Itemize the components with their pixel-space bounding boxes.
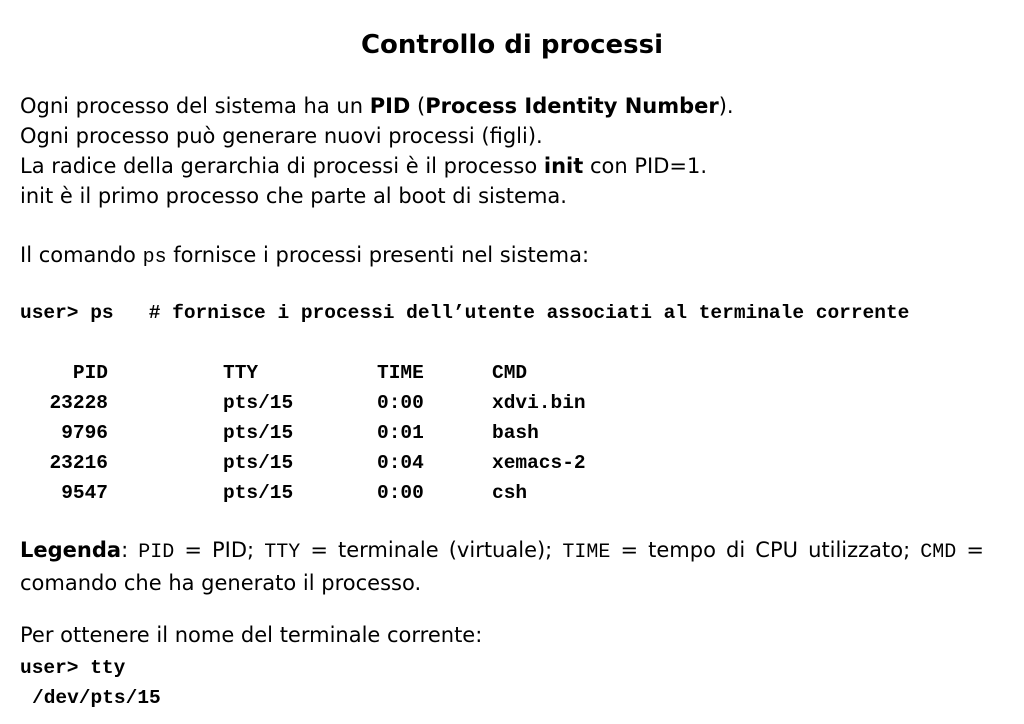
page-title: Controllo di processi: [360, 30, 664, 60]
table-header-row: [20, 358, 586, 388]
ps-intro-text: fornisce i processi presenti nel sistema:: [166, 243, 590, 267]
legend-paragraph: [20, 535, 984, 598]
intro-text: con PID=1.: [583, 154, 707, 178]
ps-intro: [20, 240, 589, 273]
legend-colon: :: [121, 538, 129, 562]
cell-pid: 23216: [49, 452, 108, 474]
table-row: [20, 448, 586, 478]
legend-text: = PID;: [174, 538, 265, 562]
cell-time: 0:01: [377, 422, 424, 444]
cell-tty: pts/15: [223, 482, 294, 504]
table-row: [20, 388, 586, 418]
intro-text: Ogni processo del sistema ha un: [20, 94, 370, 118]
column-header-cmd: CMD: [492, 362, 528, 384]
intro-line-3: [20, 151, 707, 181]
legend-text: = comando che ha generato il processo.: [20, 538, 984, 595]
ps-intro-text: Il comando: [20, 243, 143, 267]
cell-cmd: xdvi.bin: [492, 392, 586, 414]
legend-label: Legenda: [20, 538, 122, 562]
cell-pid: 9547: [61, 482, 108, 504]
intro-line-1: [20, 91, 734, 121]
legend-tty-code: TTY: [264, 541, 301, 564]
cell-time: 0:04: [377, 452, 424, 474]
ps-command-line: [20, 298, 909, 328]
tty-command-line: user> tty: [20, 657, 126, 679]
intro-text: La radice della gerarchia di processi è il processo: [20, 154, 544, 178]
cell-pid: 9796: [61, 422, 108, 444]
intro-line-4: init è il primo processo che parte al boot di sistema.: [20, 184, 567, 208]
cell-tty: pts/15: [223, 422, 294, 444]
column-header-time: TIME: [377, 362, 424, 384]
cell-time: 0:00: [377, 482, 424, 504]
legend-text: = terminale (virtuale);: [300, 538, 563, 562]
ps-code: ps: [142, 246, 167, 269]
pid-expansion: Process Identity Number: [425, 94, 719, 118]
cell-tty: pts/15: [223, 452, 294, 474]
cell-cmd: bash: [492, 422, 539, 444]
tty-intro: Per ottenere il nome del terminale corrente:: [20, 623, 483, 647]
column-header-tty: TTY: [223, 362, 259, 384]
cell-time: 0:00: [377, 392, 424, 414]
legend-pid-code: PID: [138, 541, 175, 564]
ps-comment: # fornisce i processi dell’utente associati al terminale corrente: [148, 302, 910, 324]
table-row: [20, 478, 586, 508]
pid-term: PID: [369, 94, 411, 118]
cell-cmd: csh: [492, 482, 528, 504]
legend-cmd-code: CMD: [920, 541, 957, 564]
intro-text: (: [410, 94, 426, 118]
intro-text: ).: [718, 94, 734, 118]
table-row: [20, 418, 586, 448]
legend-time-code: TIME: [562, 541, 611, 564]
cell-pid: 23228: [49, 392, 108, 414]
init-term: init: [543, 154, 584, 178]
ps-prompt: user> ps: [20, 302, 114, 324]
cell-cmd: xemacs-2: [492, 452, 586, 474]
legend-text: = tempo di CPU utilizzato;: [610, 538, 921, 562]
cell-tty: pts/15: [223, 392, 294, 414]
tty-output: /dev/pts/15: [32, 687, 161, 709]
intro-line-2: Ogni processo può generare nuovi processi (figli).: [20, 124, 543, 148]
ps-output-table: [20, 358, 586, 508]
column-header-pid: PID: [72, 362, 108, 384]
